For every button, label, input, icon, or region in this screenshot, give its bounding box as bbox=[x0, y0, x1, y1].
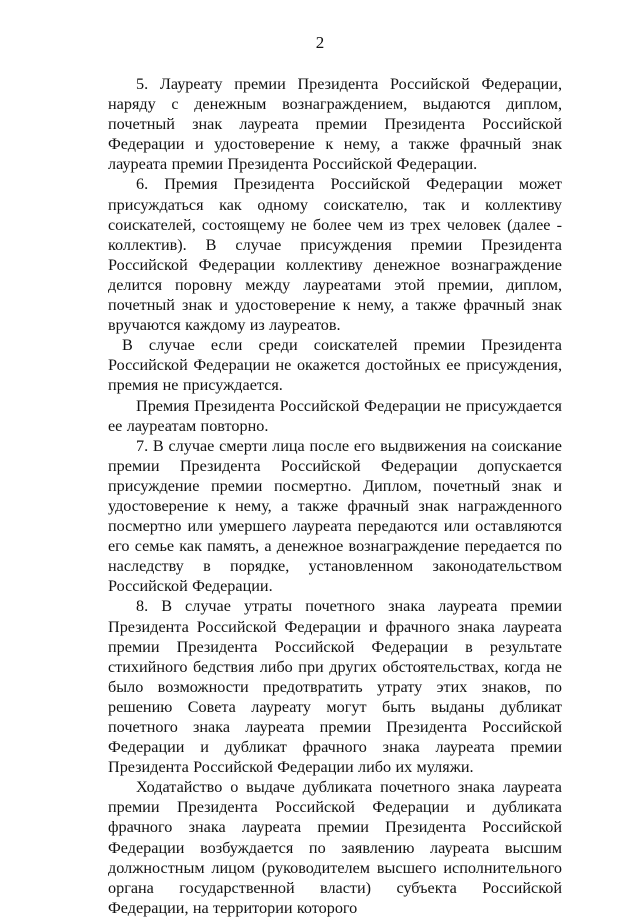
document-body bbox=[108, 74, 562, 918]
paragraph-6: 6. Премия Президента Российской Федерации может присуждаться как одному соискателю, так и коллективу соискателей, состоящему не более чем из трех человек (далее - коллектив). В случае присуждения премии Президента Российской Федерации коллективу денежное вознаграждение делится поровну между лауреатами этой премии, диплом, почетный знак и удостоверение к нему, а также фрачный знак вручаются каждому из лауреатов. bbox=[108, 175, 562, 335]
paragraph-7: 7. В случае смерти лица после его выдвижения на соискание премии Президента Российской Федерации допускается присуждение премии посмертно. Диплом, почетный знак и удостоверение к нему, а также фрачный знак награжденного посмертно или умершего лауреата передаются или оставляются его семье как память, а денежное вознаграждение передается по наследству в порядке, установленном законодательством Российской Федерации. bbox=[108, 436, 562, 596]
paragraph-6-no-repeat: Премия Президента Российской Федерации не присуждается ее лауреатам повторно. bbox=[108, 396, 562, 435]
paragraph-5: 5. Лауреату премии Президента Российской Федерации, наряду с денежным вознаграждением, выдаются диплом, почетный знак лауреата премии Президента Российской Федерации и удостоверение к нему, а также фрачный знак лауреата премии Президента Российской Федерации. bbox=[108, 75, 562, 174]
page-number: 2 bbox=[315, 33, 325, 52]
paragraph-8-petition: Ходатайство о выдаче дубликата почетного знака лауреата премии Президента Российской Федерации и дубликата фрачного знака лауреата премии Президента Российской Федерации возбуждается по заявлению лауреата высшим должностным лицом (руководителем высшего исполнительного органа государственной власти) субъекта Российской Федерации, на территории которого bbox=[108, 778, 562, 917]
paragraph-8: 8. В случае утраты почетного знака лауреата премии Президента Российской Федерации и фрачного знака лауреата премии Президента Российской Федерации в результате стихийного бедствия либо при других обстоятельствах, когда не было возможности предотвратить утрату этих знаков, по решению Совета лауреату могут быть выданы дубликат почетного знака лауреата премии Президента Российской Федерации и дубликат фрачного знака лауреата премии Президента Российской Федерации либо их муляжи. bbox=[108, 597, 562, 777]
paragraph-6-no-worthy: В случае если среди соискателей премии Президента Российской Федерации не окажется достойных ее присуждения, премия не присуждается. bbox=[108, 336, 562, 395]
